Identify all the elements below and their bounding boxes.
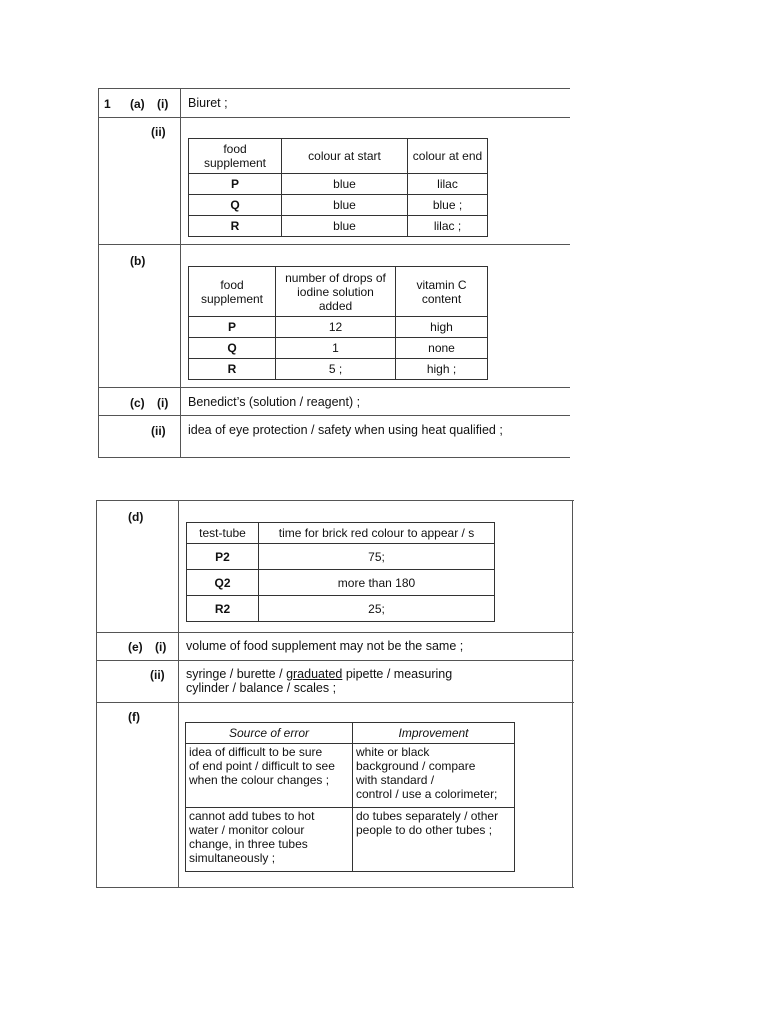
table-cell: 12	[276, 317, 396, 338]
rule-a-ii	[98, 117, 570, 118]
header-time-brick-red: time for brick red colour to appear / s	[259, 523, 495, 544]
header-vitamin-c-content: vitamin C content	[396, 267, 488, 317]
rule-divider	[180, 88, 181, 457]
text-line: idea of difficult to be sure	[189, 745, 323, 759]
text-line: white or black	[356, 745, 430, 759]
text-line: water / monitor colour	[189, 823, 305, 837]
answer-e-ii-underlined: graduated	[286, 667, 343, 681]
table-cell: P2	[187, 544, 259, 570]
table-cell: blue	[282, 174, 408, 195]
part-b-label: (b)	[130, 254, 146, 268]
part-a-ii-label: (ii)	[151, 125, 166, 139]
table-cell: high	[396, 317, 488, 338]
rule-e-i	[96, 632, 574, 633]
table-cell: P	[189, 174, 282, 195]
table-cell: 5 ;	[276, 359, 396, 380]
table-cell: 25;	[259, 596, 495, 622]
question-number: 1	[104, 97, 111, 111]
header-food-supplement: food supplement	[189, 267, 276, 317]
rule-bottom-2	[96, 887, 574, 888]
text-line: when the colour changes ;	[189, 773, 330, 787]
error-cell	[186, 744, 353, 808]
improvement-cell	[353, 744, 515, 808]
table-cell: high ;	[396, 359, 488, 380]
answer-e-ii-line-2: cylinder / balance / scales ;	[186, 681, 337, 695]
answer-e-ii	[186, 667, 452, 695]
text-line: with standard /	[356, 773, 435, 787]
part-e-i-label: (i)	[155, 640, 167, 654]
part-a-label: (a)	[130, 97, 145, 111]
rule-bottom	[98, 457, 570, 458]
text-line: do tubes separately / other	[356, 809, 499, 823]
answer-e-i: volume of food supplement may not be the same ;	[186, 639, 464, 653]
rule-c-ii	[98, 415, 570, 416]
part-d-label: (d)	[128, 510, 144, 524]
part-c-ii-label: (ii)	[151, 424, 166, 438]
table-cell: blue	[282, 195, 408, 216]
rule-f	[96, 702, 574, 703]
table-cell: more than 180	[259, 570, 495, 596]
table-cell: blue	[282, 216, 408, 237]
table-cell: P	[189, 317, 276, 338]
text-line: people to do other tubes ;	[356, 823, 493, 837]
part-f-label: (f)	[128, 710, 140, 724]
table-cell: Q	[189, 338, 276, 359]
rule-b	[98, 244, 570, 245]
improvement-cell	[353, 808, 515, 872]
table-cell: R2	[187, 596, 259, 622]
header-food-supplement: food supplement	[189, 139, 282, 174]
rule-right-2	[572, 500, 573, 887]
rule-left	[98, 88, 99, 457]
part-e-label: (e)	[128, 640, 143, 654]
header-improvement: Improvement	[353, 723, 515, 744]
table-cell: blue ;	[408, 195, 488, 216]
biuret-results-table	[188, 138, 488, 237]
part-e-ii-label: (ii)	[150, 668, 165, 682]
part-c-i-label: (i)	[157, 396, 169, 410]
brick-red-time-table	[186, 522, 495, 622]
error-improvement-table	[185, 722, 515, 872]
text-line: change, in three tubes	[189, 837, 308, 851]
header-colour-at-end: colour at end	[408, 139, 488, 174]
table-cell: R	[189, 359, 276, 380]
table-cell: none	[396, 338, 488, 359]
header-colour-at-start: colour at start	[282, 139, 408, 174]
rule-top-2	[96, 500, 574, 501]
table-cell: 75;	[259, 544, 495, 570]
text-line: background / compare	[356, 759, 476, 773]
answer-e-ii-end: pipette / measuring	[342, 667, 453, 681]
header-source-of-error: Source of error	[186, 723, 353, 744]
text-line: simultaneously ;	[189, 851, 276, 865]
rule-top	[98, 88, 570, 89]
text-line: cannot add tubes to hot	[189, 809, 315, 823]
answer-c-ii: idea of eye protection / safety when using heat qualified ;	[188, 423, 503, 437]
rule-left-2	[96, 500, 97, 887]
rule-e-ii	[96, 660, 574, 661]
text-line: control / use a colorimeter;	[356, 787, 498, 801]
rule-divider-2	[178, 500, 179, 887]
table-cell: R	[189, 216, 282, 237]
table-cell: Q2	[187, 570, 259, 596]
header-test-tube: test-tube	[187, 523, 259, 544]
table-cell: 1	[276, 338, 396, 359]
text-line: of end point / difficult to see	[189, 759, 335, 773]
error-cell	[186, 808, 353, 872]
header-drops-of-iodine: number of drops of iodine solution added	[276, 267, 396, 317]
answer-e-ii-start: syringe / burette /	[186, 667, 287, 681]
table-cell: lilac	[408, 174, 488, 195]
table-cell: Q	[189, 195, 282, 216]
answer-c-i: Benedict’s (solution / reagent) ;	[188, 395, 361, 409]
answer-a-i: Biuret ;	[188, 96, 228, 110]
iodine-results-table	[188, 266, 488, 380]
table-cell: lilac ;	[408, 216, 488, 237]
part-c-label: (c)	[130, 396, 145, 410]
rule-c-i	[98, 387, 570, 388]
part-a-i-label: (i)	[157, 97, 169, 111]
